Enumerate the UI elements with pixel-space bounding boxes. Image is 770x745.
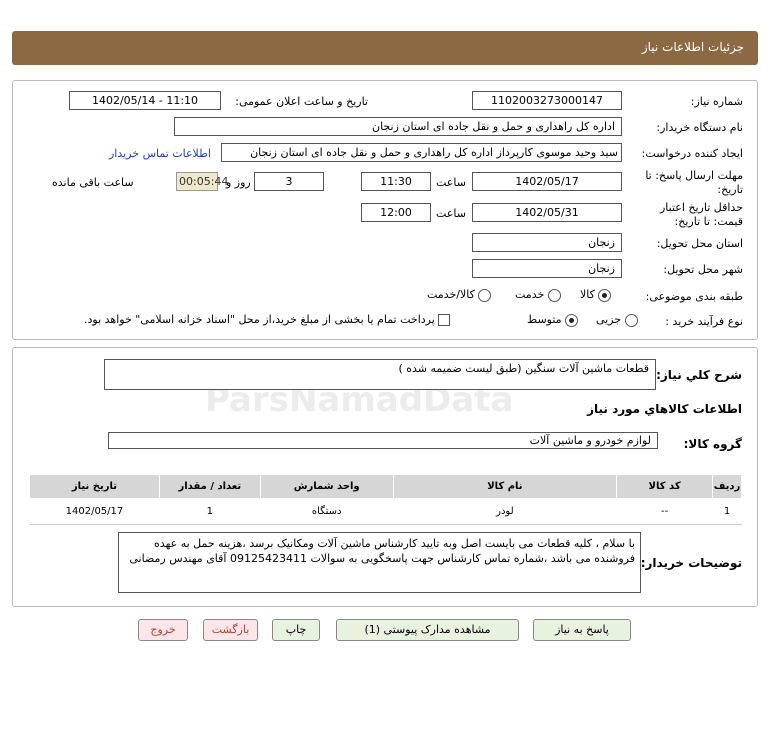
reply-button[interactable]: پاسخ به نیاز — [533, 619, 631, 641]
category-option-both[interactable] — [427, 288, 491, 302]
process-medium-label: متوسط — [527, 313, 562, 326]
category-both-radio[interactable] — [478, 289, 491, 302]
treasury-payment-note: پرداخت تمام یا بخشی از مبلغ خرید،از محل "اسناد خزانه اسلامی" خواهد بود. — [84, 313, 435, 326]
category-label: طبقه بندی موضوعی: — [645, 290, 743, 303]
validity-label-2: قیمت: تا تاریخ: — [674, 215, 743, 228]
col-code: کد کالا — [617, 475, 713, 499]
exit-button[interactable]: خروج — [138, 619, 188, 641]
col-date: تاریخ نیاز — [30, 475, 160, 499]
buyer-label: نام دستگاه خریدار: — [656, 121, 743, 134]
deadline-label-2: تاریخ: — [717, 183, 743, 196]
summary-field: قطعات ماشین آلات سنگین (طبق لیست ضمیمه شده ) — [104, 359, 656, 390]
category-option-goods[interactable] — [580, 288, 611, 302]
validity-date-field: 1402/05/31 — [472, 203, 622, 222]
category-service-radio[interactable] — [548, 289, 561, 302]
need-number-label: شماره نیاز: — [690, 95, 743, 108]
category-service-label: خدمت — [515, 288, 545, 301]
province-label: استان محل تحویل: — [656, 237, 743, 250]
need-number-field: 1102003273000147 — [472, 91, 622, 110]
cell-code: -- — [617, 499, 713, 525]
col-name: نام کالا — [393, 475, 617, 499]
category-both-label: کالا/خدمت — [427, 288, 475, 301]
province-field: زنجان — [472, 233, 622, 252]
days-label: روز و — [226, 176, 251, 189]
deadline-time-field: 11:30 — [361, 172, 431, 191]
validity-label-1: حداقل تاریخ اعتبار — [659, 201, 743, 214]
cell-name: لودر — [393, 499, 617, 525]
process-option-medium[interactable] — [527, 313, 578, 327]
announce-field: 1402/05/14 - 11:10 — [69, 91, 221, 110]
deadline-label-1: مهلت ارسال پاسخ: تا — [645, 169, 743, 182]
col-qty: تعداد / مقدار — [159, 475, 260, 499]
remaining-time-field: 00:05:44 — [176, 172, 218, 191]
cell-date: 1402/05/17 — [30, 499, 160, 525]
buyer-field: اداره کل راهداری و حمل و نقل جاده ای استان زنجان — [174, 117, 622, 136]
deadline-time-label: ساعت — [436, 176, 466, 189]
cell-row: 1 — [713, 499, 742, 525]
buyer-notes-label: توضیحات خریدار: — [640, 556, 742, 570]
page-header — [12, 31, 758, 65]
goods-group-field: لوازم خودرو و ماشین آلات — [108, 432, 658, 449]
summary-label: شرح کلي نياز: — [656, 368, 742, 382]
validity-time-field: 12:00 — [361, 203, 431, 222]
creator-label: ایجاد کننده درخواست: — [641, 147, 743, 160]
process-partial-radio[interactable] — [625, 314, 638, 327]
table-row — [30, 499, 742, 525]
treasury-payment-checkbox[interactable] — [438, 314, 450, 326]
remaining-label: ساعت باقی مانده — [52, 176, 134, 189]
category-option-service[interactable] — [515, 288, 561, 302]
print-button[interactable]: چاپ — [272, 619, 320, 641]
goods-info-title: اطلاعات کالاهاي مورد نياز — [587, 402, 742, 416]
page-title: جزئیات اطلاعات نیاز — [641, 40, 744, 54]
col-row: ردیف — [713, 475, 742, 499]
validity-time-label: ساعت — [436, 207, 466, 220]
creator-field: سید وحید موسوی کارپرداز اداره کل راهداری و حمل و نقل جاده ای استان زنجان — [221, 143, 622, 162]
city-field: زنجان — [472, 259, 622, 278]
days-field: 3 — [254, 172, 324, 191]
cell-qty: 1 — [159, 499, 260, 525]
attachments-button[interactable]: مشاهده مدارک پیوستی (1) — [336, 619, 519, 641]
process-option-partial[interactable] — [596, 313, 638, 327]
goods-table — [29, 474, 742, 525]
col-unit: واحد شمارش — [260, 475, 393, 499]
goods-group-label: گروه کالا: — [683, 437, 742, 451]
cell-unit: دستگاه — [260, 499, 393, 525]
treasury-payment-option[interactable] — [84, 313, 450, 326]
process-label: نوع فرآیند خرید : — [665, 315, 743, 328]
announce-label: تاریخ و ساعت اعلان عمومی: — [235, 95, 368, 108]
deadline-date-field: 1402/05/17 — [472, 172, 622, 191]
buyer-notes-field: با سلام ، کلیه قطعات می بایست اصل وبه تایید کارشناس ماشین آلات ومکانیک برسد ،هزینه حمل به عهده فروشنده می باشد ،شماره تماس کارشناس جهت پاسخگویی به سوالات 09125423411 آقای مهندس رمضانی — [118, 532, 641, 593]
city-label: شهر محل تحویل: — [663, 263, 743, 276]
category-goods-label: کالا — [580, 288, 595, 301]
process-partial-label: جزیی — [596, 313, 622, 326]
goods-table-header — [30, 475, 742, 499]
category-goods-radio[interactable] — [598, 289, 611, 302]
process-medium-radio[interactable] — [565, 314, 578, 327]
back-button[interactable]: بازگشت — [203, 619, 258, 641]
contact-buyer-link[interactable]: اطلاعات تماس خریدار — [109, 147, 211, 160]
